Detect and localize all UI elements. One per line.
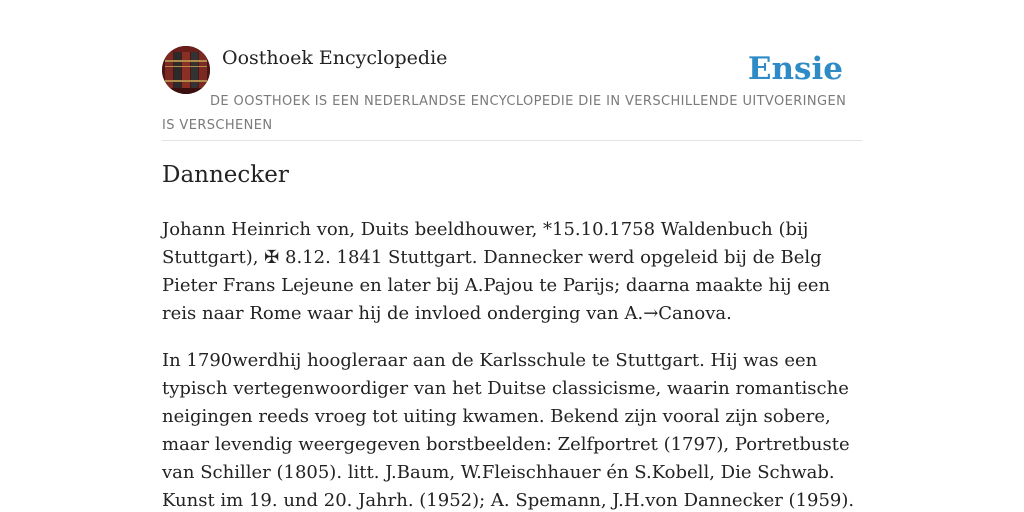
article-body <box>162 216 862 512</box>
site-tagline: DE OOSTHOEK IS EEN NEDERLANDSE ENCYCLOPEDIE DIE IN VERSCHILLENDE UITVOERINGEN IS VERSCHENEN <box>162 94 847 133</box>
book-spines-icon[interactable] <box>162 46 210 94</box>
site-name[interactable]: Oosthoek Encyclopedie <box>222 47 448 69</box>
link-pajou[interactable]: A.Pajou <box>464 275 534 296</box>
paragraph-1-text-end: . <box>726 303 732 324</box>
page-title: Dannecker <box>162 162 289 188</box>
paragraph-1-text: Johann Heinrich von, Duits beeldhouwer, *15.10.1758 Waldenbuch (bij Stuttgart), ✠ 8.12. 1841 Stuttgart. Dannecker werd opgeleid bij de Belg Pieter Frans Lejeune en later bij <box>162 219 822 296</box>
site-header <box>162 46 862 141</box>
paragraph-1-text-middle: te Parijs; daarna maakte hij een reis naar Rome waar hij de invloed onderging van <box>162 275 831 324</box>
article-paragraph-2: In 1790werdhij hoogleraar aan de Karlsschule te Stuttgart. Hij was een typisch vertegenwoordiger van het Duitse classicisme, waarin romantische neigingen reeds vroeg tot uiting kwamen. Bekend zijn vooral zijn sobere, maar levendig weergegeven borstbeelden: Zelfportret (1797), Portretbuste van Schiller (1805). litt. J.Baum, W.Fleischhauer én S.Kobell, Die Schwab. Kunst im 19. und 20. Jahrh. (1952); A. Spemann, J.H.von Dannecker (1959). <box>162 350 855 511</box>
brand-logo-link[interactable]: Ensie <box>747 51 843 87</box>
link-canova[interactable]: A.→Canova <box>624 303 727 324</box>
article-paragraph-1 <box>162 216 862 328</box>
